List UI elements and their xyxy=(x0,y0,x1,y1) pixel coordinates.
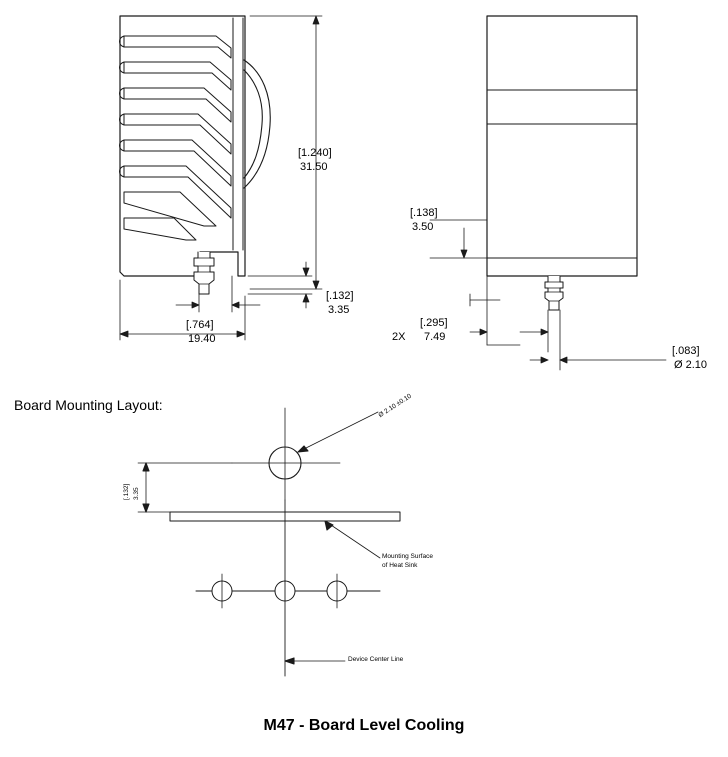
note-device-center-line: Device Center Line xyxy=(348,656,404,663)
dim-width-mm: 19.40 xyxy=(188,333,216,345)
note-mounting-surface-line1: Mounting Surface xyxy=(382,553,433,560)
dim-height-mm: 31.50 xyxy=(300,161,328,173)
dim-pin-spacing-mm: 7.49 xyxy=(424,331,446,343)
side-view-heatsink xyxy=(487,16,637,310)
board-mounting-layout xyxy=(138,408,400,676)
dim-base-thickness-mm: 3.35 xyxy=(328,304,350,316)
dim-pin-spacing-qty: 2X xyxy=(392,331,406,343)
board-mounting-layout-label: Board Mounting Layout: xyxy=(14,397,163,413)
dim-side-thickness-inch: [.138] xyxy=(410,207,438,219)
dim-width-inch: [.764] xyxy=(186,319,214,331)
dim-pin-dia-inch: [.083] xyxy=(672,345,700,357)
dim-board-gap-mm: 3.35 xyxy=(133,487,140,500)
dim-pin-dia-mm: Ø 2.10 xyxy=(674,359,708,371)
dim-height-inch: [1.240] xyxy=(298,147,332,159)
dim-board-gap-inch: [.132] xyxy=(123,483,130,500)
note-mounting-surface-line2: of Heat Sink xyxy=(382,562,418,569)
drawing-caption: M47 - Board Level Cooling xyxy=(263,717,465,734)
board-hole-note: Ø 2.10 ±0.10 xyxy=(377,392,413,420)
dim-base-thickness-inch: [.132] xyxy=(326,290,354,302)
dim-pin-spacing-inch: [.295] xyxy=(420,317,448,329)
front-view-heatsink xyxy=(120,16,271,294)
dim-side-thickness-mm: 3.50 xyxy=(412,221,434,233)
